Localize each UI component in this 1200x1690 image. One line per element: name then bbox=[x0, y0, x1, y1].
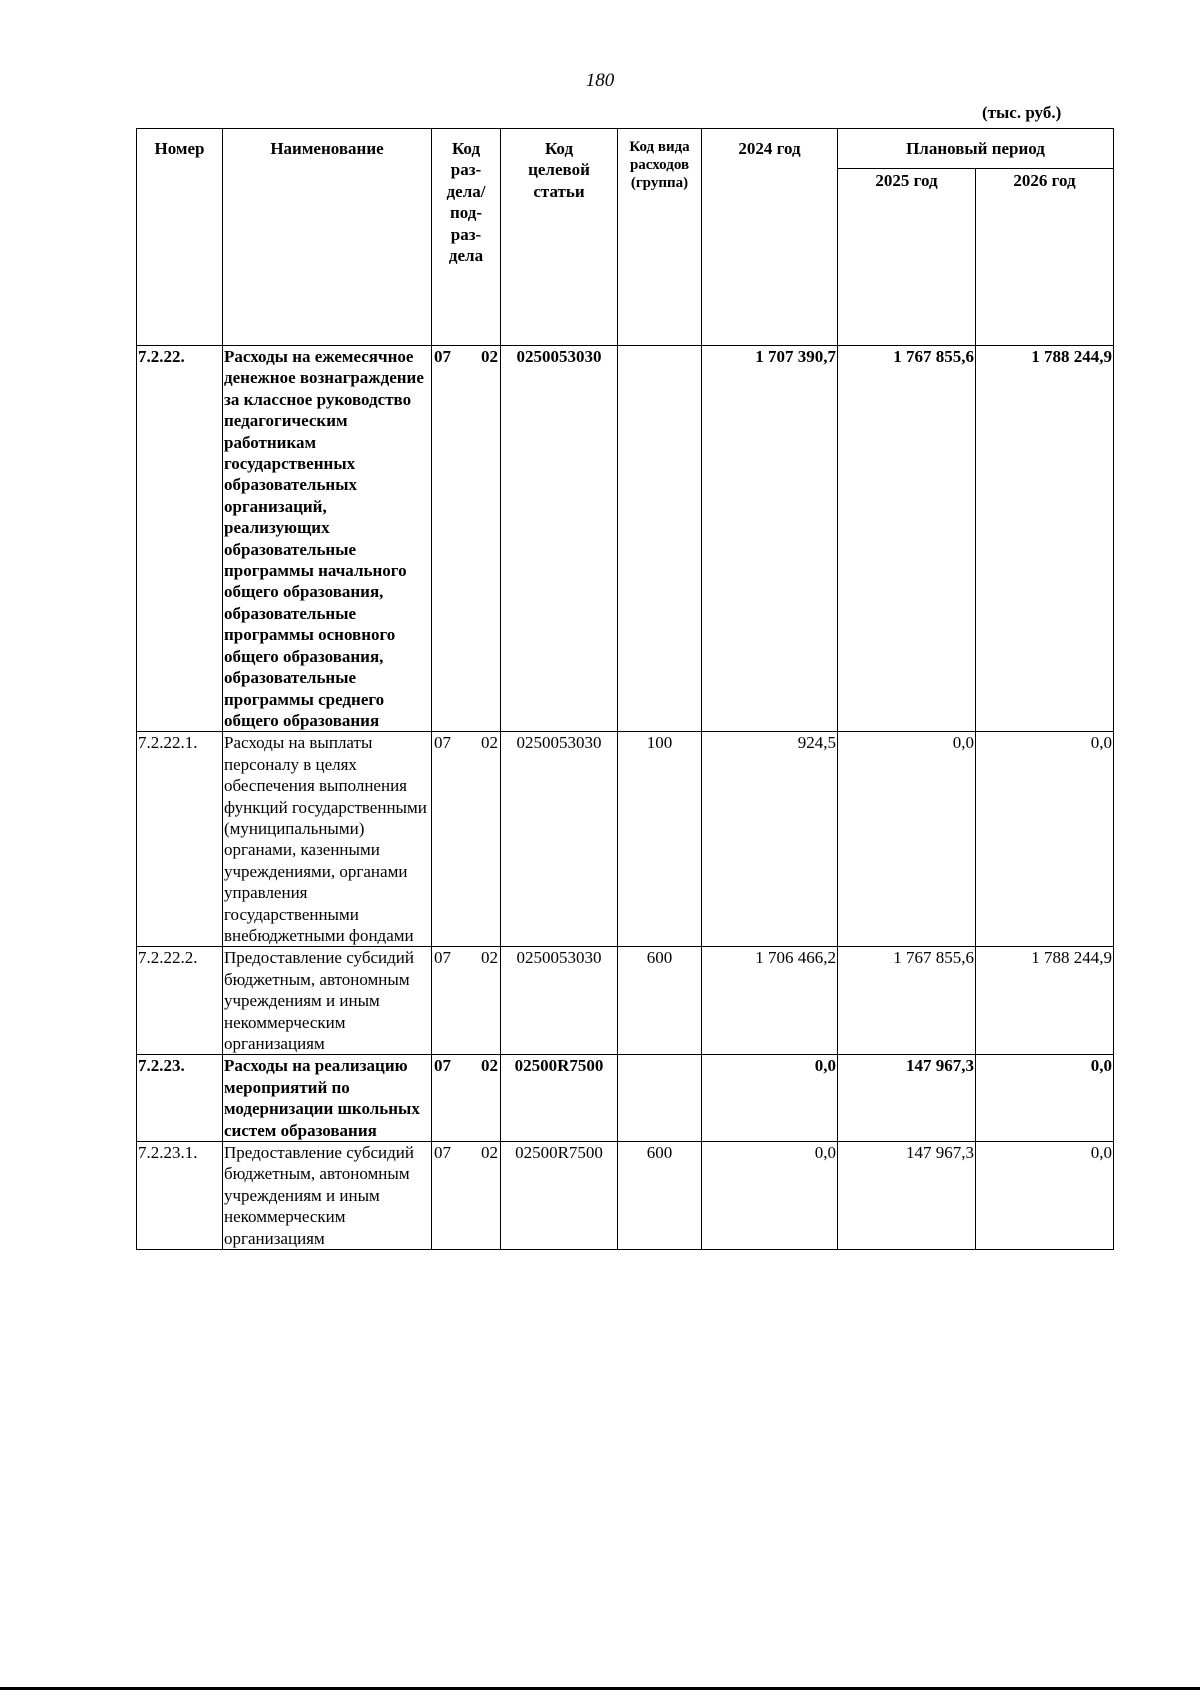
row-razdel-cell bbox=[432, 1055, 501, 1142]
row-2024: 0,0 bbox=[702, 1055, 838, 1142]
row-number: 7.2.22.1. bbox=[137, 732, 223, 947]
row-razdel: 07 bbox=[434, 948, 451, 968]
header-csr-line: статьи bbox=[533, 181, 585, 201]
row-vid: 600 bbox=[618, 1142, 702, 1250]
row-podrazdel: 02 bbox=[481, 733, 498, 753]
header-razdel-line: раз- bbox=[450, 160, 482, 180]
header-razdel-line: под- bbox=[449, 203, 483, 223]
row-razdel: 07 bbox=[434, 347, 451, 366]
header-vid-line: Код вида bbox=[629, 139, 690, 155]
row-2026: 0,0 bbox=[976, 732, 1114, 947]
header-razdel-line: дела bbox=[448, 246, 484, 266]
row-podrazdel: 02 bbox=[481, 948, 498, 968]
row-2025: 1 767 855,6 bbox=[838, 346, 976, 732]
row-2026: 1 788 244,9 bbox=[976, 346, 1114, 732]
row-csr: 02500R7500 bbox=[501, 1055, 618, 1142]
header-csr-line: целевой bbox=[528, 160, 590, 180]
header-name: Наименование bbox=[223, 129, 432, 346]
row-name: Расходы на выплаты персоналу в целях обеспечения выполнения функций государственными (муниципальными) органами, казенными учреждениями, органами управления государственными внебюджетными фондами bbox=[223, 732, 432, 947]
header-row-top bbox=[137, 129, 1114, 169]
table-row bbox=[137, 346, 1114, 732]
page-number: 180 bbox=[585, 70, 615, 91]
row-vid: 600 bbox=[618, 947, 702, 1055]
row-name: Предоставление субсидий бюджетным, автономным учреждениям и иным некоммерческим организациям bbox=[223, 947, 432, 1055]
header-number: Номер bbox=[137, 129, 223, 346]
budget-table bbox=[136, 128, 1114, 1250]
row-razdel: 07 bbox=[434, 1143, 451, 1163]
row-csr: 0250053030 bbox=[501, 732, 618, 947]
row-podrazdel: 02 bbox=[481, 347, 498, 366]
row-number: 7.2.23. bbox=[137, 1055, 223, 1142]
units-label: (тыс. руб.) bbox=[982, 103, 1062, 122]
header-year-2024: 2024 год bbox=[702, 129, 838, 346]
header-razdel-line: дела/ bbox=[446, 181, 486, 201]
row-2024: 1 707 390,7 bbox=[702, 346, 838, 732]
header-year-2025: 2025 год bbox=[838, 169, 976, 346]
row-razdel-cell bbox=[432, 1142, 501, 1250]
row-2025: 147 967,3 bbox=[838, 1142, 976, 1250]
table-row bbox=[137, 1055, 1114, 1142]
row-number: 7.2.22. bbox=[137, 346, 223, 732]
row-csr: 02500R7500 bbox=[501, 1142, 618, 1250]
header-razdel bbox=[432, 129, 501, 346]
row-podrazdel: 02 bbox=[481, 1143, 498, 1163]
row-2025: 1 767 855,6 bbox=[838, 947, 976, 1055]
header-csr-line: Код bbox=[544, 139, 574, 158]
table-row bbox=[137, 1142, 1114, 1250]
row-csr: 0250053030 bbox=[501, 947, 618, 1055]
row-2026: 0,0 bbox=[976, 1055, 1114, 1142]
row-razdel: 07 bbox=[434, 733, 451, 753]
header-vid bbox=[618, 129, 702, 346]
table-row bbox=[137, 947, 1114, 1055]
row-vid bbox=[618, 1055, 702, 1142]
row-2026: 0,0 bbox=[976, 1142, 1114, 1250]
row-razdel: 07 bbox=[434, 1056, 451, 1076]
row-2024: 1 706 466,2 bbox=[702, 947, 838, 1055]
row-razdel-cell bbox=[432, 346, 501, 732]
row-2025: 0,0 bbox=[838, 732, 976, 947]
table-row bbox=[137, 732, 1114, 947]
row-name: Расходы на реализацию мероприятий по модернизации школьных систем образования bbox=[223, 1055, 432, 1142]
header-vid-line: (группа) bbox=[630, 175, 689, 191]
row-podrazdel: 02 bbox=[481, 1056, 498, 1076]
row-name: Предоставление субсидий бюджетным, автономным учреждениям и иным некоммерческим организациям bbox=[223, 1142, 432, 1250]
row-vid: 100 bbox=[618, 732, 702, 947]
header-year-2026: 2026 год bbox=[976, 169, 1114, 346]
header-razdel-line: Код bbox=[451, 139, 481, 158]
header-vid-line: расходов bbox=[629, 157, 690, 173]
row-2024: 924,5 bbox=[702, 732, 838, 947]
row-razdel-cell bbox=[432, 947, 501, 1055]
row-csr: 0250053030 bbox=[501, 346, 618, 732]
row-vid bbox=[618, 346, 702, 732]
row-number: 7.2.22.2. bbox=[137, 947, 223, 1055]
row-2026: 1 788 244,9 bbox=[976, 947, 1114, 1055]
header-razdel-line: раз- bbox=[450, 224, 482, 244]
header-csr bbox=[501, 129, 618, 346]
row-name: Расходы на ежемесячное денежное вознаграждение за классное руководство педагогическим работникам государственных образовательных организаций, реализующих образовательные программы начального общего образования, образовательные программы основного общего образования, образовательные программы среднего общего образования bbox=[223, 346, 432, 732]
row-2025: 147 967,3 bbox=[838, 1055, 976, 1142]
header-planned-period: Плановый период bbox=[838, 129, 1114, 169]
row-2024: 0,0 bbox=[702, 1142, 838, 1250]
row-razdel-cell bbox=[432, 732, 501, 947]
row-number: 7.2.23.1. bbox=[137, 1142, 223, 1250]
